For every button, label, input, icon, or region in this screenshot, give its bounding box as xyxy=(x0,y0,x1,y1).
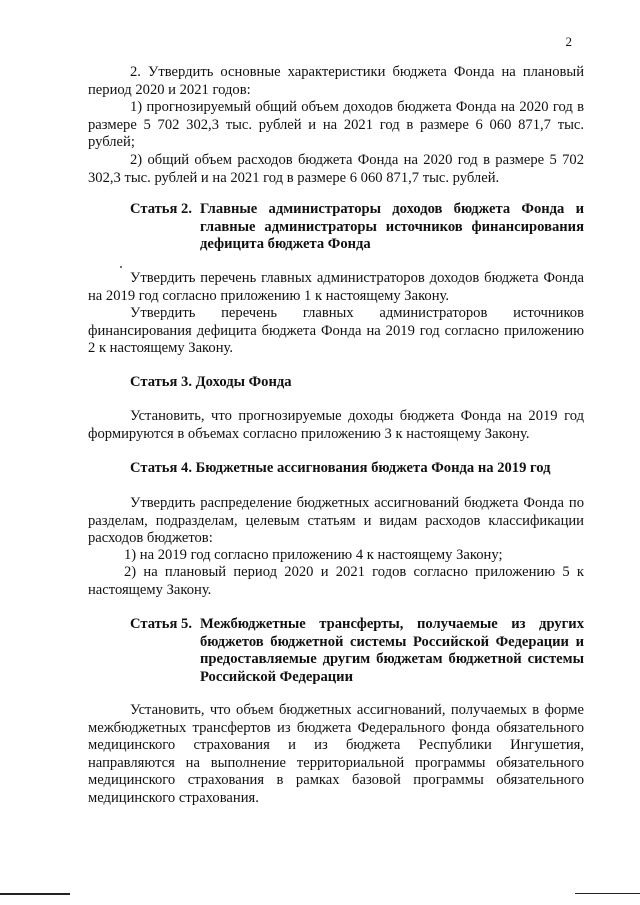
article-4-heading: Статья 4. Бюджетные ассигнования бюджета Фонда на 2019 год xyxy=(130,460,551,476)
paragraph-planning-period: 2. Утвердить основные характеристики бюджета Фонда на плановый период 2020 и 2021 годов: xyxy=(88,64,584,98)
article-2-label: Статья 2. xyxy=(130,201,192,217)
paragraph-revenue-administrators: Утвердить перечень главных администраторов доходов бюджета Фонда на 2019 год согласно приложению 1 к настоящему Закону. xyxy=(88,270,584,304)
paragraph-interbudget-transfers: Установить, что объем бюджетных ассигнований, получаемых в форме межбюджетных трансфертов из бюджета Федерального фонда обязательного медицинского страхования и из бюджета Республики Ингушетия, направляются на выполнение территориальной программы обязательного медицинского страхования в рамках базовой программы обязательного медицинского страхования. xyxy=(88,702,584,806)
article-2-title: Главные администраторы доходов бюджета Фонда и главные администраторы источников финансирования дефицита бюджета Фонда xyxy=(200,201,584,252)
paragraph-fund-income: Установить, что прогнозируемые доходы бюджета Фонда на 2019 год формируются в объемах согласно приложению 3 к настоящему Закону. xyxy=(88,408,584,442)
article-5-title: Межбюджетные трансферты, получаемые из других бюджетов бюджетной системы Российской Федерации и предоставляемые другим бюджетам бюджетной системы Российской Федерации xyxy=(200,616,584,685)
paragraph-income-forecast: 1) прогнозируемый общий объем доходов бюджета Фонда на 2020 год в размере 5 702 302,3 тыс. рублей и на 2021 год в размере 6 060 871,7 тыс. рублей; xyxy=(88,99,584,150)
scan-speck xyxy=(120,266,122,268)
paragraph-allocation-2020-2021: 2) на плановый период 2020 и 2021 годов согласно приложению 5 к настоящему Закону. xyxy=(88,564,584,598)
paragraph-allocation-2019: 1) на 2019 год согласно приложению 4 к настоящему Закону; xyxy=(124,547,503,563)
scan-edge-line-right xyxy=(575,893,640,894)
paragraph-allocation: Утвердить распределение бюджетных ассигнований бюджета Фонда по разделам, подразделам, целевым статьям и видам расходов классификации расходов бюджетов: xyxy=(88,495,584,546)
scan-edge-line xyxy=(0,893,70,895)
article-5-heading xyxy=(130,616,584,686)
article-3-heading: Статья 3. Доходы Фонда xyxy=(130,374,292,390)
article-2-heading xyxy=(130,201,584,254)
paragraph-expense-total: 2) общий объем расходов бюджета Фонда на 2020 год в размере 5 702 302,3 тыс. рублей и на 2021 год в размере 6 060 871,7 тыс. рублей. xyxy=(88,152,584,186)
article-5-label: Статья 5. xyxy=(130,616,192,632)
page-number: 2 xyxy=(565,34,572,49)
paragraph-deficit-administrators: Утвердить перечень главных администраторов источников финансирования дефицита бюджета Фонда на 2019 год согласно приложению 2 к настоящему Закону. xyxy=(88,305,584,356)
